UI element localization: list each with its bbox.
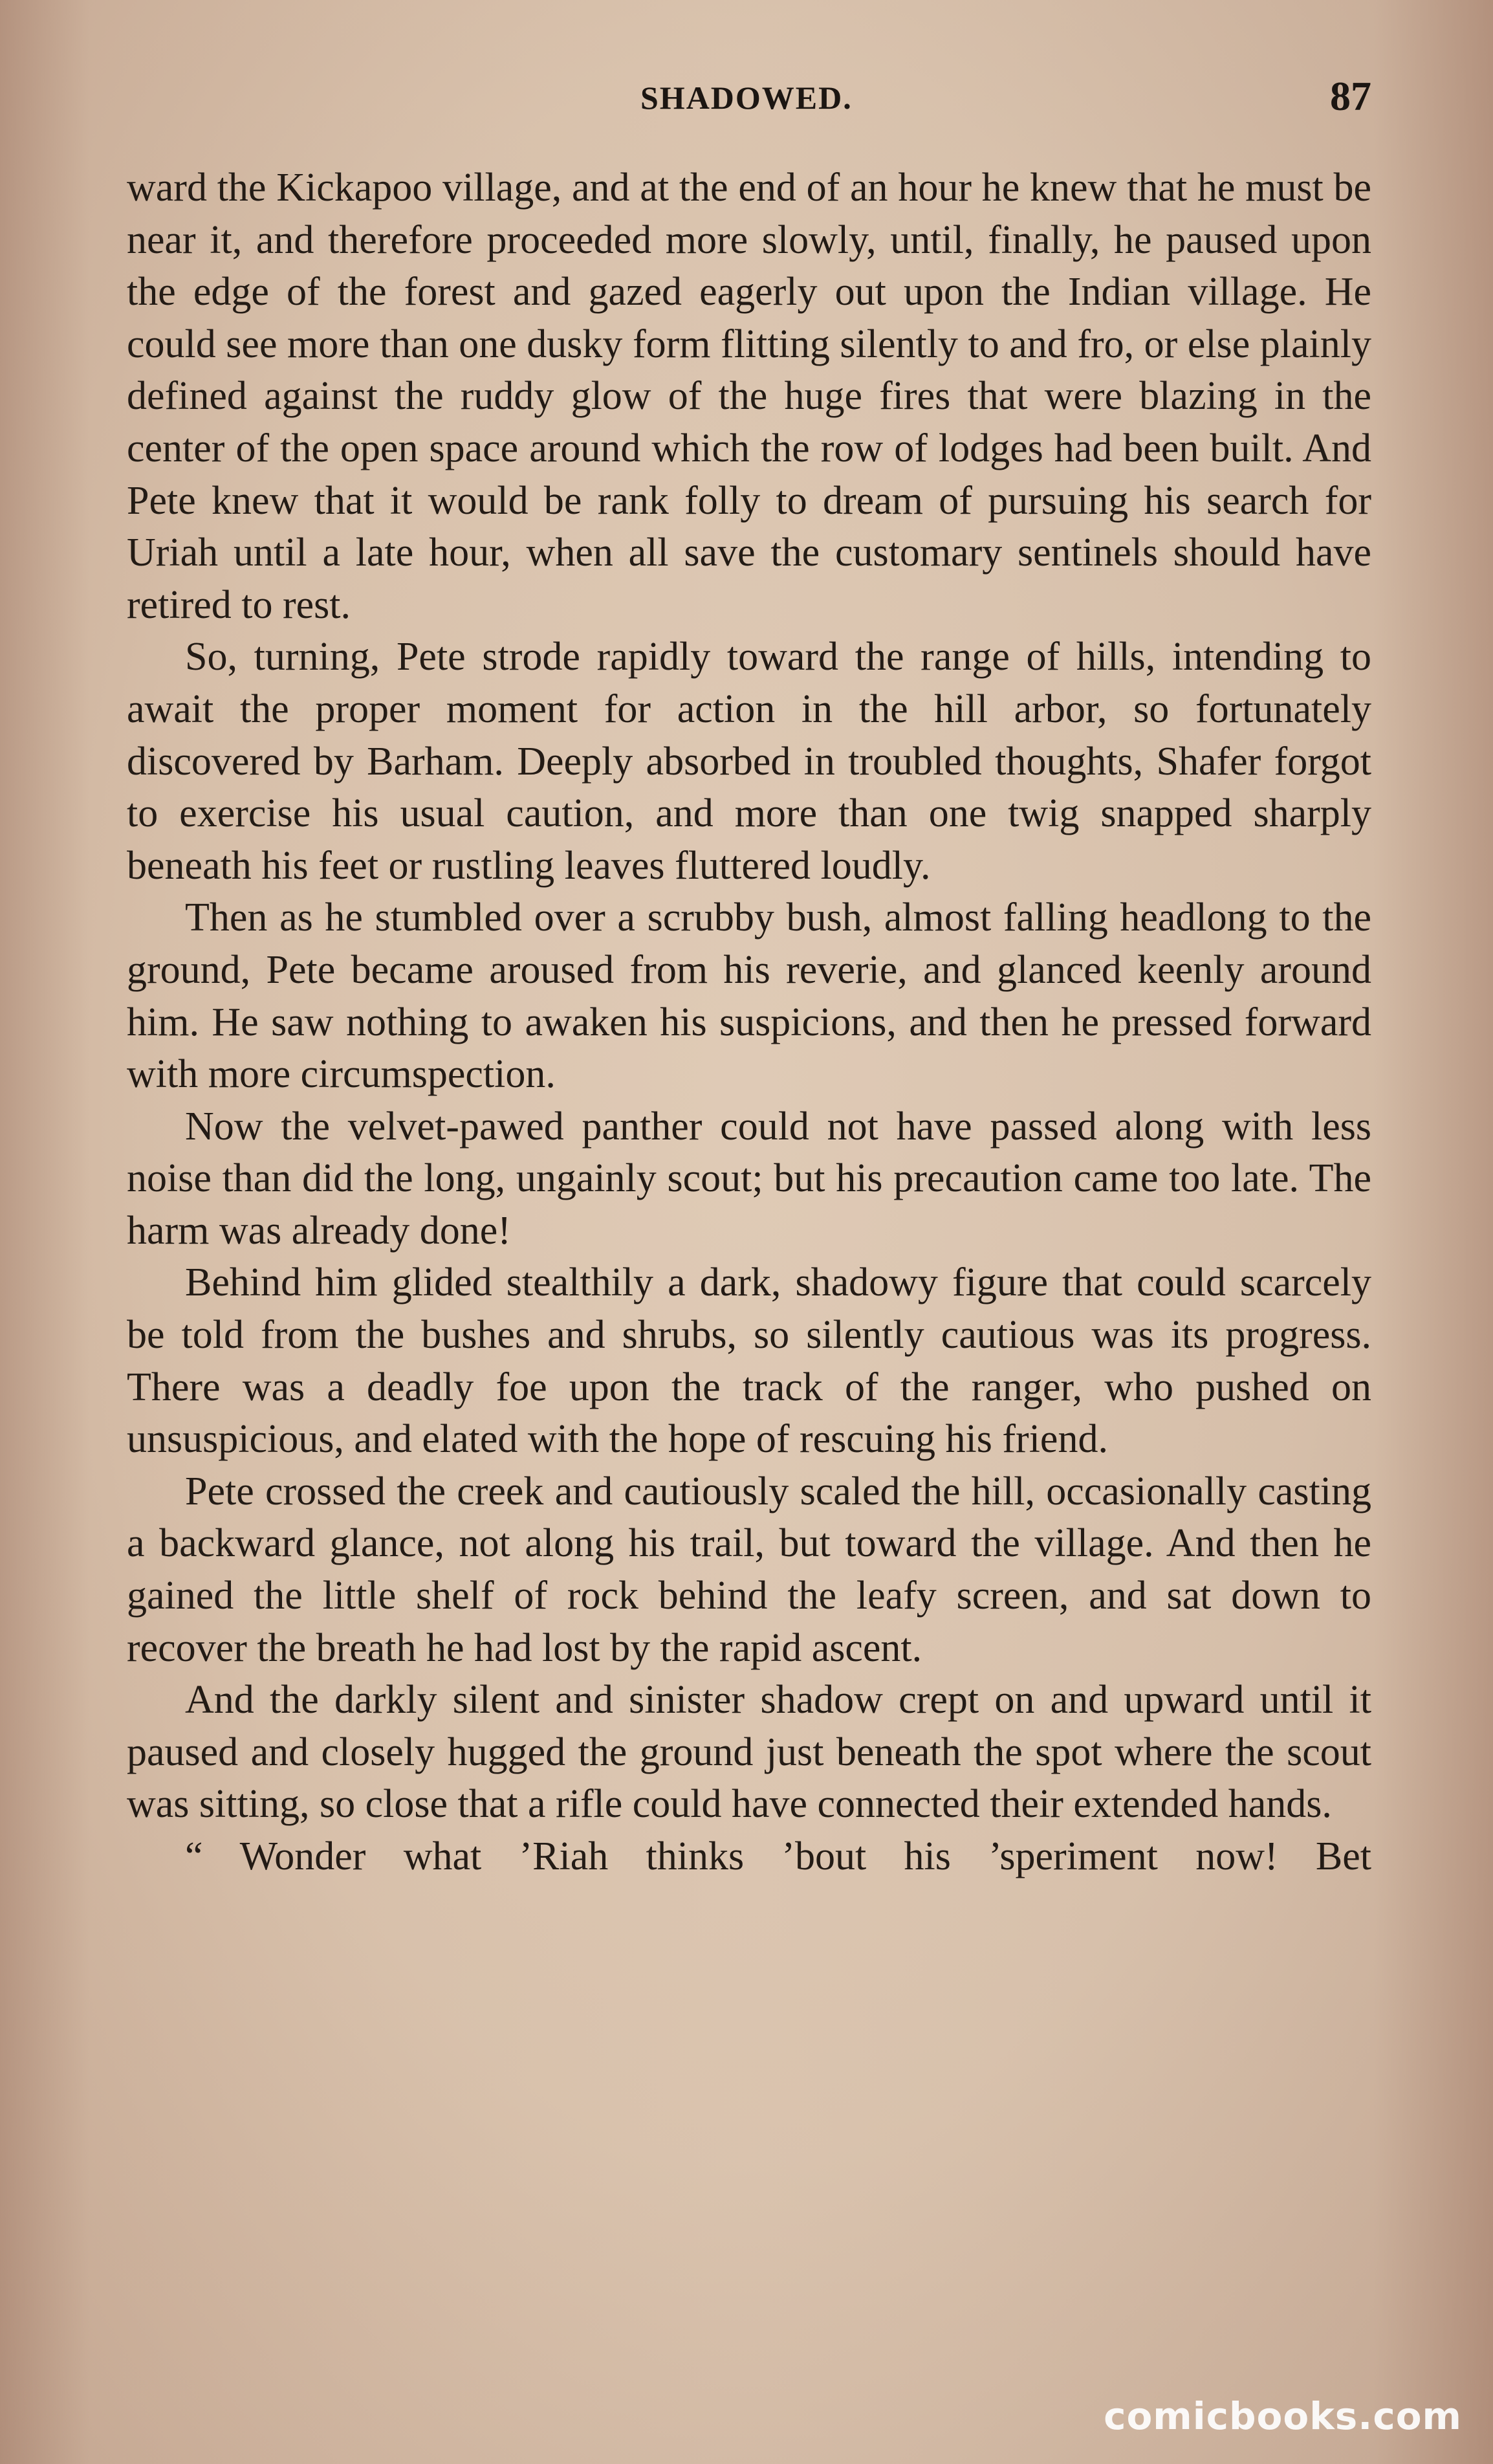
paragraph: And the darkly silent and sinister shadow crept on and upward until it paused and closely hugged the ground just beneath the spot where the scout was sitting, so close that a rifle could have connected their extended hands. [127,1678,1371,1827]
paragraph: So, turning, Pete strode rapidly toward the range of hills, intending to await the proper moment for action in the hill arbor, so fortunately discovered by Barham. Deeply absorbed in troubled thoughts, Shafer forgot to exercise his usual caution, and more than one twig snapped sharply beneath his feet or rustling leaves fluttered loudly. [127,635,1371,888]
paragraph: ward the Kickapoo village, and at the end of an hour he knew that he must be near it, and therefore proceeded more slowly, until, finally, he paused upon the edge of the forest and gazed eagerly out upon the Indian village. He could see more than one dusky form flitting silently to and fro, or else plainly defined against the ruddy glow of the huge fires that were blazing in the center of the open space around which the row of lodges had been built. And Pete knew that it would be rank folly to dream of pursuing his search for Uriah until a late hour, when all save the customary sentinels should have retired to rest. [127,166,1371,627]
running-title: SHADOWED. [640,80,853,116]
paragraph-continued: “ Wonder what ’Riah thinks ’bout his ’speriment now! Bet [185,1834,1371,1878]
body-text [127,162,1371,1883]
page-number: 87 [1330,73,1371,119]
paragraph: Now the velvet-pawed panther could not have passed along with less noise than did the long, ungainly scout; but his precaution came too late. The harm was already done! [127,1104,1371,1253]
page-header [123,72,1371,124]
paragraph: Then as he stumbled over a scrubby bush, almost falling headlong to the ground, Pete became aroused from his reverie, and glanced keenly around him. He saw nothing to awaken his suspicions, and then he pressed forward with more circumspection. [127,896,1371,1097]
site-watermark: comicbooks.com [1104,2394,1462,2438]
paragraph: Behind him glided stealthily a dark, shadowy figure that could scarcely be told from the bushes and shrubs, so silently cautious was its progress. There was a deadly foe upon the track of the ranger, who pushed on unsuspicious, and elated with the hope of rescuing his friend. [127,1260,1371,1462]
paragraph: Pete crossed the creek and cautiously scaled the hill, occasionally casting a backward glance, not along his trail, but toward the village. And then he gained the little shelf of rock behind the leafy screen, and sat down to recover the breath he had lost by the rapid ascent. [127,1469,1371,1670]
